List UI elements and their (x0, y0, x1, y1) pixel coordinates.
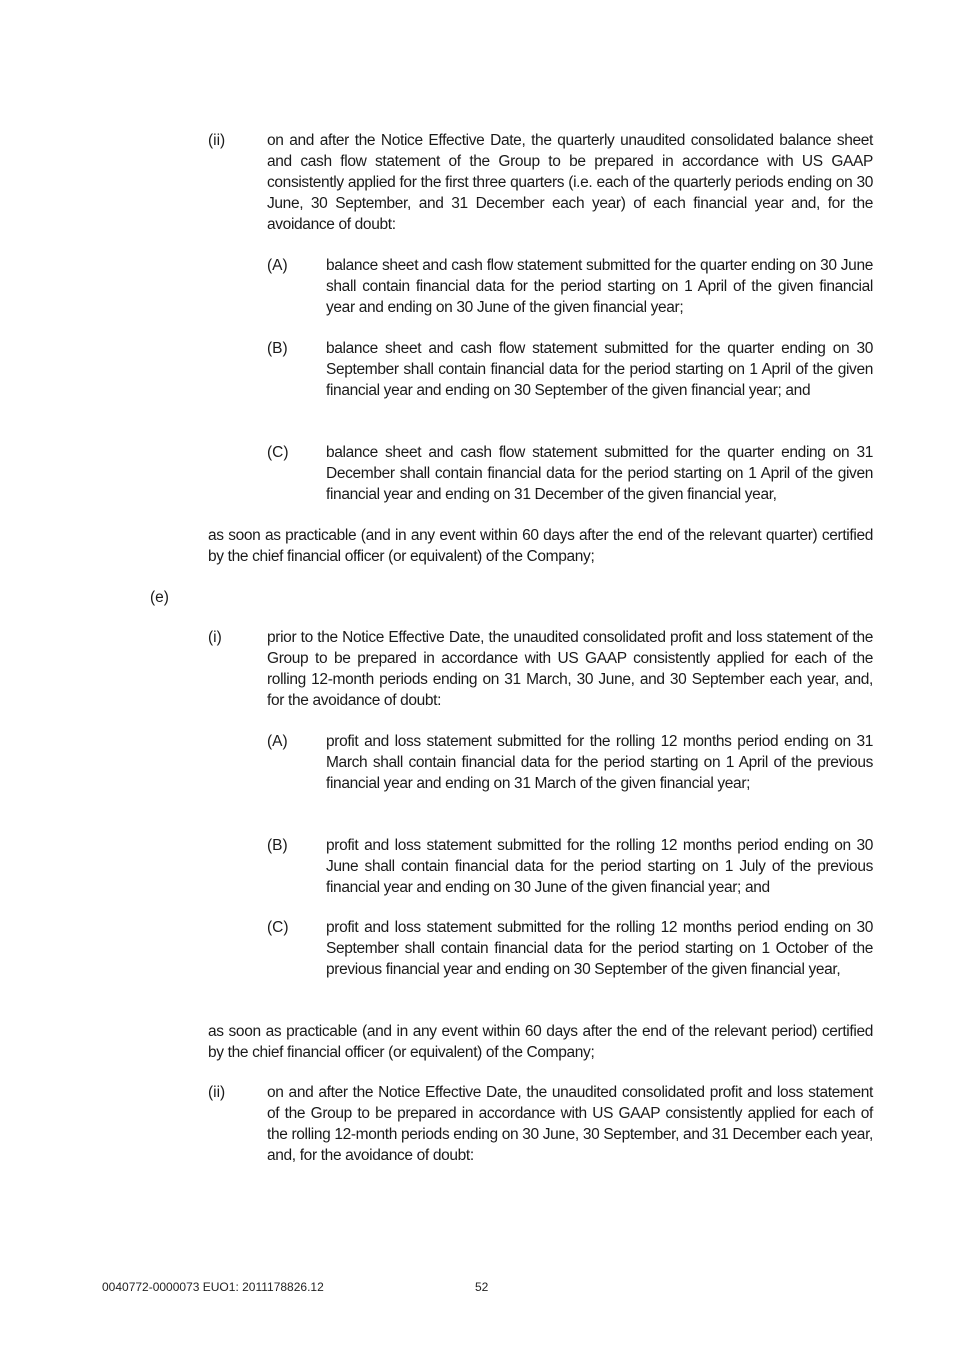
clause-ii-second-label: (ii) (208, 1084, 226, 1101)
clause-i-tail: as soon as practicable (and in any event within 60 days after the end of the relevant period) certified by the chief financial officer (or equivalent) of the Company; (208, 1023, 873, 1061)
clause-i-b-text: profit and loss statement submitted for the rolling 12 months period ending on 30 June shall contain financial data for the period starting on 1 July of the previous financial year and ending on 30 June of the given financial year; and (326, 837, 873, 896)
clause-ii-a-label: (A) (267, 257, 288, 274)
clause-ii-b-text: balance sheet and cash flow statement submitted for the quarter ending on 30 September shall contain financial data for the period starting on 1 April of the given financial year and ending on 30 September of the given financial year; and (326, 340, 873, 399)
clause-ii-b-label: (B) (267, 340, 288, 357)
clause-ii-c-label: (C) (267, 444, 289, 461)
clause-ii-c-text: balance sheet and cash flow statement submitted for the quarter ending on 31 December shall contain financial data for the period starting on 1 April of the given financial year and ending on 31 December of the given financial year, (326, 444, 873, 503)
footer-page-number: 52 (475, 1280, 489, 1294)
clause-i-label: (i) (208, 629, 222, 646)
footer-doc-ref: 0040772-0000073 EUO1: 2011178826.12 (102, 1280, 324, 1294)
clause-ii-second-text: on and after the Notice Effective Date, the unaudited consolidated profit and loss statement of the Group to be prepared in accordance with US GAAP consistently applied for each of the rolling 12-month periods ending on 30 June, 30 September, and 31 December each year, and, for the avoidance of doubt: (267, 1084, 873, 1164)
clause-i-c-label: (C) (267, 919, 289, 936)
clause-i-text: prior to the Notice Effective Date, the unaudited consolidated profit and loss statement of the Group to be prepared in accordance with US GAAP consistently applied for each of the rolling 12-month periods ending on 31 March, 30 June, and 30 September each year, and, for the avoidance of doubt: (267, 629, 873, 709)
clause-ii-a-text: balance sheet and cash flow statement submitted for the quarter ending on 30 June shall contain financial data for the period starting on 1 April of the given financial year and ending on 30 June of the given financial year; (326, 257, 873, 316)
clause-i-b-label: (B) (267, 837, 288, 854)
clause-i-c-text: profit and loss statement submitted for the rolling 12 months period ending on 30 September shall contain financial data for the period starting on 1 October of the previous financial year and ending on 30 September of the given financial year, (326, 919, 873, 978)
clause-ii-label: (ii) (208, 132, 226, 149)
clause-e-label: (e) (150, 589, 169, 606)
clause-i-a-label: (A) (267, 733, 288, 750)
clause-i-a-text: profit and loss statement submitted for the rolling 12 months period ending on 31 March shall contain financial data for the period starting on 1 April of the previous financial year and ending on 31 March of the given financial year; (326, 733, 873, 792)
clause-ii-tail: as soon as practicable (and in any event within 60 days after the end of the relevant quarter) certified by the chief financial officer (or equivalent) of the Company; (208, 527, 873, 565)
clause-ii-text: on and after the Notice Effective Date, the quarterly unaudited consolidated balance sheet and cash flow statement of the Group to be prepared in accordance with US GAAP consistently applied for the first three quarters (i.e. each of the quarterly periods ending on 30 June, 30 September, and 31 December each year) of each financial year and, for the avoidance of doubt: (267, 132, 873, 233)
